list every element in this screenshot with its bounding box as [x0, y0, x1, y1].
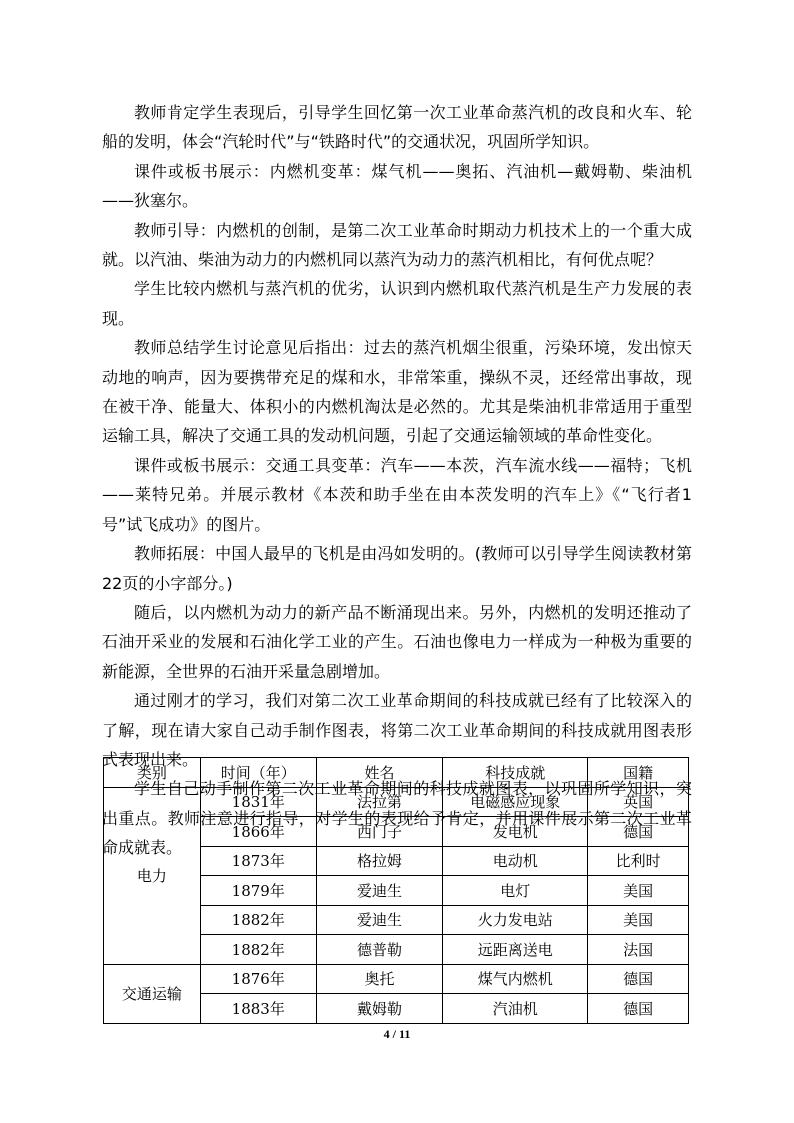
paragraph: 教师总结学生讨论意见后指出：过去的蒸汽机烟尘很重，污染环境，发出惊天动地的响声，因为要携带充足的煤和水，非常笨重，操纵不灵，还经常出事故，现在被干净、能量大、体积小的内燃机淘汰是必然的。尤其是柴油机非常适用于重型运输工具，解决了交通工具的发动机问题，引起了交通运输领域的革命性变化。 — [102, 338, 692, 446]
year-cell: 1876年 — [200, 964, 316, 994]
achievement-cell: 电动机 — [443, 846, 588, 876]
name-cell: 法拉第 — [316, 787, 443, 817]
paragraph: 教师拓展：中国人最早的飞机是由冯如发明的。(教师可以引导学生阅读教材第22页的小字部分。) — [102, 544, 692, 593]
year-cell: 1883年 — [200, 994, 316, 1024]
nationality-cell: 比利时 — [588, 846, 689, 876]
achievement-cell: 电灯 — [443, 876, 588, 906]
year-cell: 1831年 — [200, 787, 316, 817]
nationality-cell: 德国 — [588, 817, 689, 847]
name-cell: 奥托 — [316, 964, 443, 994]
year-cell: 1873年 — [200, 846, 316, 876]
table-row — [104, 787, 689, 817]
page-number: 4 / 11 — [383, 1027, 411, 1041]
header-achievement: 科技成就 — [443, 758, 588, 788]
nationality-cell: 德国 — [588, 964, 689, 994]
year-cell: 1882年 — [200, 935, 316, 965]
paragraph: 学生比较内燃机与蒸汽机的优劣，认识到内燃机取代蒸汽机是生产力发展的表现。 — [102, 279, 692, 328]
year-cell: 1879年 — [200, 876, 316, 906]
achievement-cell: 火力发电站 — [443, 905, 588, 935]
table-header-row — [104, 758, 689, 788]
nationality-cell: 英国 — [588, 787, 689, 817]
nationality-cell: 德国 — [588, 994, 689, 1024]
year-cell: 1882年 — [200, 905, 316, 935]
achievement-cell: 远距离送电 — [443, 935, 588, 965]
achievements-table — [103, 757, 689, 1024]
name-cell: 戴姆勒 — [316, 994, 443, 1024]
achievement-cell: 发电机 — [443, 817, 588, 847]
name-cell: 西门子 — [316, 817, 443, 847]
paragraph: 课件或板书展示：交通工具变革：汽车——本茨，汽车流水线——福特；飞机——莱特兄弟。并展示教材《本茨和助手坐在由本茨发明的汽车上》《“飞行者1号”试飞成功》的图片。 — [102, 455, 692, 534]
category-cell: 电力 — [104, 787, 201, 964]
name-cell: 爱迪生 — [316, 905, 443, 935]
header-name: 姓名 — [316, 758, 443, 788]
year-cell: 1866年 — [200, 817, 316, 847]
paragraph: 教师引导：内燃机的创制，是第二次工业革命时期动力机技术上的一个重大成就。以汽油、柴油为动力的内燃机同以蒸汽为动力的蒸汽机相比，有何优点呢？ — [102, 220, 692, 270]
achievement-cell: 汽油机 — [443, 994, 588, 1024]
paragraph: 随后，以内燃机为动力的新产品不断涌现出来。另外，内燃机的发明还推动了石油开采业的发展和石油化学工业的产生。石油也像电力一样成为一种极为重要的新能源，全世界的石油开采量急剧增加。 — [102, 602, 692, 681]
paragraph: 通过刚才的学习，我们对第二次工业革命期间的科技成就已经有了比较深入的了解，现在请大家自己动手制作图表，将第二次工业革命期间的科技成就用图表形式表现出来。 — [102, 691, 692, 769]
category-cell: 交通运输 — [104, 964, 201, 1023]
nationality-cell: 法国 — [588, 935, 689, 965]
achievement-cell: 煤气内燃机 — [443, 964, 588, 994]
name-cell: 格拉姆 — [316, 846, 443, 876]
header-year: 时间（年） — [200, 758, 316, 788]
achievement-cell: 电磁感应现象 — [443, 787, 588, 817]
name-cell: 爱迪生 — [316, 876, 443, 906]
paragraph: 教师肯定学生表现后，引导学生回忆第一次工业革命蒸汽机的改良和火车、轮船的发明，体会“汽轮时代”与“铁路时代”的交通状况，巩固所学知识。 — [102, 103, 692, 152]
paragraph: 学生自己动手制作第二次工业革命期间的科技成就图表，以巩固所学知识，突出重点。教师注意进行指导，对学生的表现给予肯定，并用课件展示第二次工业革命成就表。 — [102, 779, 692, 858]
header-nationality: 国籍 — [588, 758, 689, 788]
body-text — [102, 98, 692, 863]
paragraph: 课件或板书展示：内燃机变革：煤气机——奥拓、汽油机—戴姆勒、柴油机——狄塞尔。 — [102, 161, 692, 211]
name-cell: 德普勒 — [316, 935, 443, 965]
nationality-cell: 美国 — [588, 905, 689, 935]
nationality-cell: 美国 — [588, 876, 689, 906]
header-category: 类别 — [104, 758, 201, 788]
table-row — [104, 964, 689, 994]
